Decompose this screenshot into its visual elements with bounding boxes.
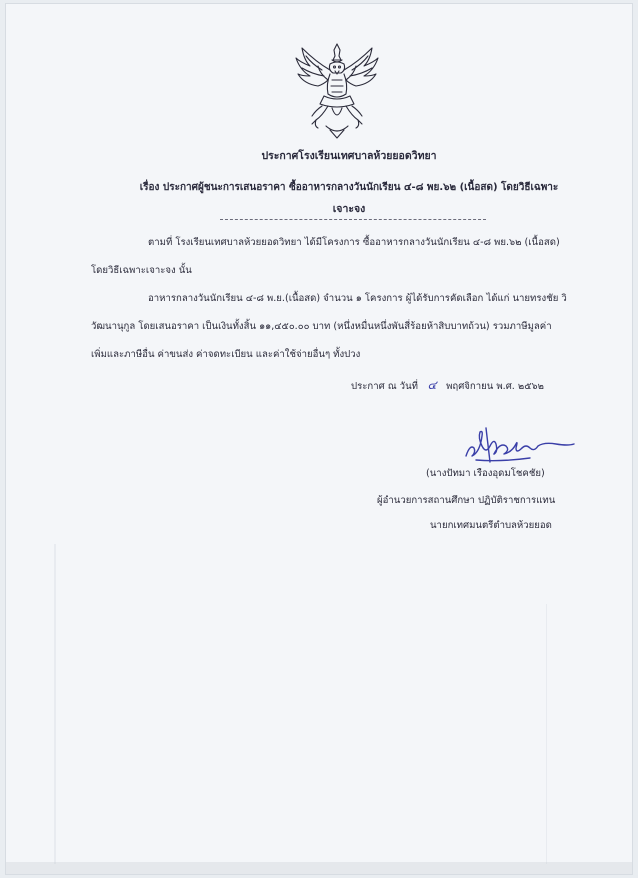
body-paragraph-2-line-1: อาหารกลางวันนักเรียน ๔-๘ พ.ย.(เนื้อสด) จำนวน ๑ โครงการ ผู้ได้รับการคัดเลือก ได้แก่ นายทรงชัย วิ — [148, 293, 567, 304]
handwritten-signature — [460, 422, 578, 466]
signatory-position: ผู้อำนวยการสถานศึกษา ปฏิบัติราชการแทน — [377, 495, 556, 506]
signatory-name: (นางปัทมา เรืองอุดมโชคชัย) — [426, 468, 545, 479]
garuda-emblem-icon — [292, 40, 382, 140]
announcement-subject: เรื่อง ประกาศผู้ชนะการเสนอราคา ซื้ออาหารกลางวันนักเรียน ๔-๘ พย.๖๒ (เนื้อสด) โดยวิธีเฉพาะ — [139, 182, 559, 193]
signatory-on-behalf-of: นายกเทศมนตรีตำบลห้วยยอด — [430, 520, 552, 531]
body-paragraph-2-line-2: วัฒนานุกูล โดยเสนอราคา เป็นเงินทั้งสิ้น ๑๑,๔๕๐.๐๐ บาท (หนึ่งหมื่นหนึ่งพันสี่ร้อยห้าสิบบาทถ้วน) รวมภาษีมูลค่า — [91, 321, 552, 332]
announcement-title: ประกาศโรงเรียนเทศบาลห้วยยอดวิทยา — [261, 150, 437, 162]
date-day-handwritten: ๔ — [427, 378, 437, 392]
body-paragraph-2-line-3: เพิ่มและภาษีอื่น ค่าขนส่ง ค่าจดทะเบียน และค่าใช้จ่ายอื่นๆ ทั้งปวง — [91, 349, 361, 360]
announcement-date — [351, 376, 544, 395]
scan-artifact — [546, 604, 547, 864]
date-month-year: พฤศจิกายน พ.ศ. ๒๕๖๒ — [446, 381, 544, 392]
body-paragraph-1-line-1: ตามที่ โรงเรียนเทศบาลห้วยยอดวิทยา ได้มีโครงการ ซื้ออาหารกลางวันนักเรียน ๔-๘ พย.๖๒ (เนื้อสด) — [148, 237, 560, 248]
date-prefix: ประกาศ ณ วันที่ — [351, 381, 418, 392]
scan-artifact — [54, 544, 56, 864]
title-divider — [220, 219, 486, 220]
scan-artifact — [6, 862, 632, 874]
document-page — [6, 4, 632, 874]
body-paragraph-1-line-2: โดยวิธีเฉพาะเจาะจง นั้น — [91, 265, 192, 276]
announcement-subject-continued: เจาะจง — [332, 203, 366, 215]
